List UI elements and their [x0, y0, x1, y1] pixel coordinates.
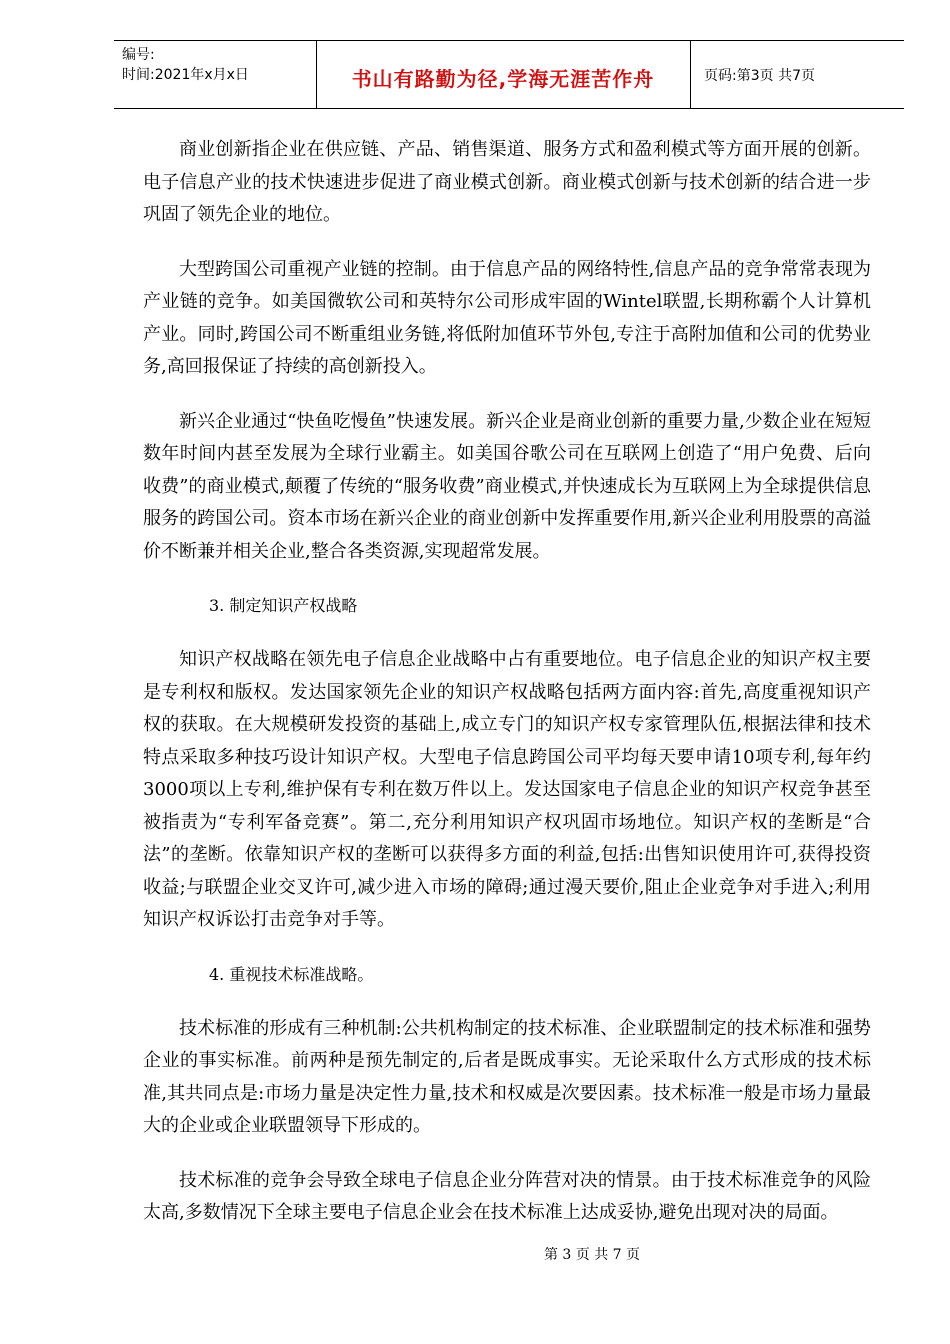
paragraph-ip-strategy: 知识产权战略在领先电子信息企业战略中占有重要地位。电子信息企业的知识产权主要是专利权和版权。发达国家领先企业的知识产权战略包括两方面内容:首先,高度重视知识产权的获取。在大规模研发投资的基础上,成立专门的知识产权专家管理队伍,根据法律和技术特点采取多种技巧设计知识产权。大型电子信息跨国公司平均每天要申请10项专利,每年约3000项以上专利,维护保有专利在数万件以上。发达国家电子信息企业的知识产权竞争甚至被指责为“专利军备竞赛”。第二,充分利用知识产权巩固市场地位。知识产权的垄断是“合法”的垄断。依靠知识产权的垄断可以获得多方面的利益,包括:出售知识使用许可,获得投资收益;与联盟企业交叉许可,减少进入市场的障碍;通过漫天要价,阻止企业竞争对手进入;利用知识产权诉讼打击竞争对手等。: [143, 649, 871, 930]
header-number-label: 编号:: [122, 47, 155, 63]
header-divider: [690, 41, 691, 108]
page-header: [114, 40, 904, 109]
header-time-label: 时间:2021年x月x日: [122, 67, 249, 83]
paragraph-standards-formation: 技术标准的形成有三种机制:公共机构制定的技术标准、企业联盟制定的技术标准和强势企业的事实标准。前两种是预先制定的,后者是既成事实。无论采取什么方式形成的技术标准,其共同点是:市场力量是决定性力量,技术和权威是次要因素。技术标准一般是市场力量最大的企业或企业联盟领导下形成的。: [143, 1017, 871, 1136]
section-heading-ip-strategy: 3. 制定知识产权战略: [209, 596, 358, 615]
header-meta: [122, 45, 249, 85]
header-page-label: 页码:第3页 共7页: [704, 68, 815, 84]
paragraph-standards-competition: 技术标准的竞争会导致全球电子信息企业分阵营对决的情景。由于技术标准竞争的风险太高,多数情况下全球主要电子信息企业会在技术标准上达成妥协,避免出现对决的局面。: [143, 1169, 871, 1223]
paragraph-industry-chain: 大型跨国公司重视产业链的控制。由于信息产品的网络特性,信息产品的竞争常常表现为产业链的竞争。如美国微软公司和英特尔公司形成牢固的Wintel联盟,长期称霸个人计算机产业。同时,跨国公司不断重组业务链,将低附加值环节外包,专注于高附加值和公司的优势业务,高回报保证了持续的高创新投入。: [143, 258, 871, 377]
section-heading-standards-strategy: 4. 重视技术标准战略。: [209, 964, 374, 984]
page-footer: 第 3 页 共 7 页: [543, 1247, 641, 1263]
paragraph-business-innovation: 商业创新指企业在供应链、产品、销售渠道、服务方式和盈利模式等方面开展的创新。电子信息产业的技术快速进步促进了商业模式创新。商业模式创新与技术创新的结合进一步巩固了领先企业的地位。: [143, 139, 871, 225]
document-body: [143, 134, 871, 1252]
header-motto: 书山有路勤为径,学海无涯苦作舟: [351, 67, 655, 91]
paragraph-emerging-enterprises: 新兴企业通过“快鱼吃慢鱼”快速发展。新兴企业是商业创新的重要力量,少数企业在短短数年时间内甚至发展为全球行业霸主。如美国谷歌公司在互联网上创造了“用户免费、后向收费”的商业模式,颠覆了传统的“服务收费”商业模式,并快速成长为互联网上为全球提供信息服务的跨国公司。资本市场在新兴企业的商业创新中发挥重要作用,新兴企业利用股票的高溢价不断兼并相关企业,整合各类资源,实现超常发展。: [143, 410, 871, 562]
